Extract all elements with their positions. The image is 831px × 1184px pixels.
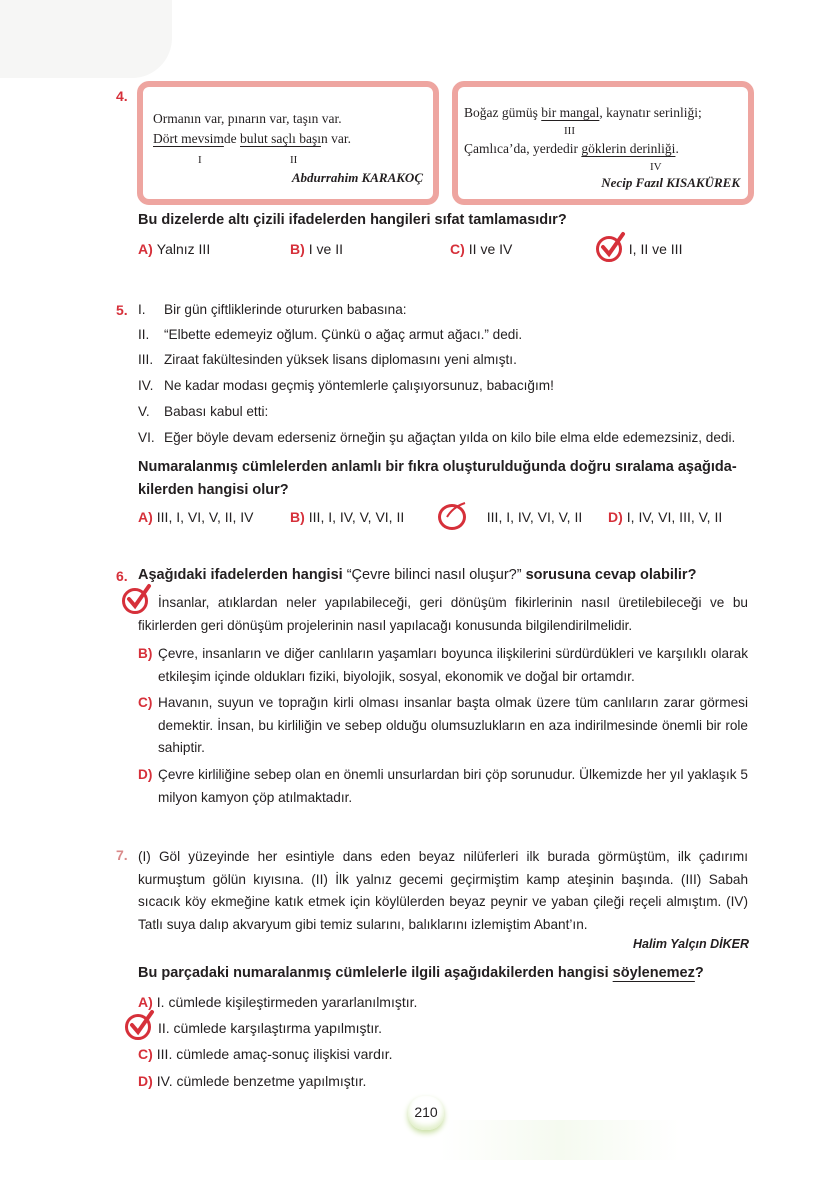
option-letter: C) bbox=[138, 695, 153, 710]
passage-author: Halim Yalçın DİKER bbox=[632, 937, 749, 951]
stem-line: kilerden hangisi olur? bbox=[138, 482, 289, 498]
sentence-text: Ne kadar modası geçmiş yöntemlerle çalışıyorsunuz, babacığım! bbox=[164, 378, 554, 393]
question-stem bbox=[138, 962, 704, 985]
stem-text: Aşağıdaki ifadelerden hangisi bbox=[138, 567, 347, 583]
answer-check-icon bbox=[596, 236, 622, 262]
poem-line bbox=[464, 141, 679, 157]
option-text: III. cümlede amaç-sonuç ilişkisi vardır. bbox=[156, 1046, 393, 1062]
stem-text: sorusuna cevap olabilir? bbox=[521, 567, 697, 583]
option-c[interactable] bbox=[468, 509, 582, 525]
page-number: 210 bbox=[408, 1096, 444, 1130]
passage: (I) Göl yüzeyinde her esintiyle dans eden beyaz nilüferleri ilk burada görmüştüm, ilk çadırımı kurmuştum gölün kıyısına. (II) İlk yalnız gecemi geçirmiştim kamp ateşinin başında. (III) Sabah sıcacık köy ekmeğine katık etmek için köylülerden beyaz peynir ve yaban çileği reçeli almıştım. (IV) Tatlı suya dalıp akvaryum gibi temiz sularını, balıklarını izlemiştim Abant’ın. bbox=[138, 849, 748, 932]
roman-numeral: I. bbox=[138, 302, 146, 317]
option-a[interactable] bbox=[138, 509, 254, 525]
question-stem: Bu dizelerde altı çizili ifadelerden hangileri sıfat tamlamasıdır? bbox=[138, 212, 567, 228]
option-b[interactable] bbox=[158, 1020, 382, 1036]
poem-line bbox=[464, 105, 702, 121]
option-text: III, I, IV, VI, V, II bbox=[486, 509, 583, 525]
sentence-text: Bir gün çiftliklerinde otururken babasına: bbox=[164, 302, 407, 317]
option-letter: C) bbox=[138, 1046, 153, 1062]
sentence-text: Babası kabul etti: bbox=[164, 404, 269, 419]
sentence-item bbox=[138, 352, 517, 367]
text: . bbox=[675, 141, 679, 156]
poem-box-2 bbox=[452, 81, 754, 205]
roman-numeral: V. bbox=[138, 404, 150, 419]
option-text: I, IV, VI, III, V, II bbox=[626, 509, 723, 525]
text: n var. bbox=[321, 131, 351, 146]
answer-check-icon bbox=[122, 588, 148, 614]
option-text: IV. cümlede benzetme yapılmıştır. bbox=[156, 1073, 367, 1089]
option-text: III, I, IV, V, VI, II bbox=[308, 509, 405, 525]
question-number: 5. bbox=[116, 302, 128, 318]
roman-numeral: II. bbox=[138, 327, 150, 342]
stem-text: Bu parçadaki numaralanmış cümlelerle ilgili aşağıdakilerden hangisi bbox=[138, 965, 613, 981]
option-b[interactable] bbox=[138, 643, 748, 688]
poem-line bbox=[153, 131, 351, 147]
sentence-item bbox=[138, 378, 554, 393]
text: , kaynatır serinliği; bbox=[599, 105, 702, 120]
option-text: Yalnız III bbox=[156, 241, 211, 257]
mark-IV: IV bbox=[650, 161, 662, 173]
option-b[interactable] bbox=[290, 509, 404, 525]
option-a[interactable] bbox=[138, 592, 748, 637]
sentence-text: Eğer böyle devam ederseniz örneğin şu ağaçtan yılda on kilo bile elma elde edemezsiniz, dedi. bbox=[164, 430, 736, 445]
poem-box-1 bbox=[137, 81, 439, 205]
option-d[interactable] bbox=[138, 1073, 366, 1089]
option-c[interactable] bbox=[138, 1046, 393, 1062]
text: Boğaz gümüş bbox=[464, 105, 542, 120]
option-b[interactable] bbox=[290, 241, 343, 257]
answer-check-icon bbox=[438, 504, 466, 530]
option-c[interactable] bbox=[450, 241, 512, 257]
option-text: II. cümlede karşılaştırma yapılmıştır. bbox=[158, 1020, 383, 1036]
mark-III: III bbox=[564, 125, 575, 137]
roman-numeral: III. bbox=[138, 352, 154, 367]
option-text: Çevre, insanların ve diğer canlıların yaşamları boyunca ilişkilerini sürdürdükleri ve karşılıklı olarak etkileşim içinde oldukları fiziki, biyolojik, sosyal, ekonomik ve doğal bir ortamdır. bbox=[158, 646, 748, 684]
footer-decoration bbox=[440, 1120, 680, 1160]
poem-author: Necip Fazıl KISAKÜREK bbox=[601, 175, 740, 190]
sentence-text: “Elbette edemeyiz oğlum. Çünkü o ağaç armut ağacı.” dedi. bbox=[164, 327, 523, 342]
option-text: Havanın, suyun ve toprağın kirli olması insanlar başta olmak üzere tüm canlıların zarar görmesi demektir. İnsan, bu kirliliğin ve sebep olduğu olumsuzlukların en aza indirilmesinde önemli bir role sahiptir. bbox=[158, 695, 748, 755]
option-d[interactable] bbox=[138, 764, 748, 809]
option-a[interactable] bbox=[138, 994, 417, 1010]
stem-quote: “Çevre bilinci nasıl oluşur?” bbox=[346, 567, 522, 583]
option-a[interactable] bbox=[138, 241, 210, 257]
sentence-item bbox=[138, 430, 735, 445]
question-stem bbox=[138, 456, 753, 502]
stem-text: ? bbox=[694, 965, 704, 981]
option-letter: D) bbox=[138, 767, 153, 782]
option-text: I. cümlede kişileştirmeden yararlanılmıştır. bbox=[156, 994, 418, 1010]
sentence-item bbox=[138, 302, 407, 317]
poem-line: Ormanın var, pınarın var, taşın var. bbox=[153, 111, 342, 126]
option-text: Çevre kirliliğine sebep olan en önemli unsurlardan biri çöp sorunudur. Ülkemizde her yıl yaklaşık 5 milyon kamyon çöp atılmaktadır. bbox=[158, 767, 748, 805]
underlined-phrase-I: Dört mevsim bbox=[153, 131, 224, 146]
option-c[interactable] bbox=[138, 692, 748, 760]
option-letter: A) bbox=[138, 241, 153, 257]
option-letter: C) bbox=[450, 241, 465, 257]
answer-check-icon bbox=[125, 1014, 151, 1040]
question-number: 4. bbox=[116, 88, 128, 104]
option-letter: D) bbox=[608, 509, 623, 525]
option-text: I ve II bbox=[308, 241, 344, 257]
option-letter: B) bbox=[290, 241, 305, 257]
roman-numeral: VI. bbox=[138, 430, 155, 445]
stem-line: Numaralanmış cümlelerden anlamlı bir fıkra oluşturulduğunda doğru sıralama aşağıda- bbox=[138, 459, 737, 475]
stem-underlined: söylenemez bbox=[612, 965, 695, 981]
corner-shade bbox=[0, 0, 172, 78]
question-stem bbox=[138, 564, 696, 587]
option-text: II ve IV bbox=[468, 241, 513, 257]
sentence-text: Ziraat fakültesinden yüksek lisans diplomasını yeni almıştı. bbox=[164, 352, 517, 367]
poem-author: Abdurrahim KARAKOÇ bbox=[291, 170, 423, 185]
sentence-item bbox=[138, 404, 268, 419]
option-letter: A) bbox=[138, 509, 153, 525]
underlined-phrase-II: bulut saçlı başı bbox=[240, 131, 321, 146]
text: Çamlıca’da, yerdedir bbox=[464, 141, 582, 156]
roman-numeral: IV. bbox=[138, 378, 154, 393]
mark-I: I bbox=[198, 154, 202, 166]
mark-II: II bbox=[290, 154, 298, 166]
option-text: İnsanlar, atıklardan neler yapılabileceği, geri dönüşüm fikirlerinin nasıl üretilebileceği ve bu fikirlerden geri dönüşüm projelerinin nasıl yapılacağı konusunda bilgilendirilmelidir. bbox=[138, 595, 748, 633]
question-number: 7. bbox=[116, 847, 128, 863]
underlined-phrase-IV: göklerin derinliği bbox=[581, 141, 676, 156]
option-text: III, I, VI, V, II, IV bbox=[156, 509, 254, 525]
option-text: I, II ve III bbox=[628, 241, 683, 257]
question-number: 6. bbox=[116, 568, 128, 584]
sentence-item bbox=[138, 327, 522, 342]
option-letter: A) bbox=[138, 994, 153, 1010]
underlined-phrase-III: bir mangal bbox=[541, 105, 600, 120]
option-d[interactable] bbox=[608, 509, 722, 525]
text: de bbox=[223, 131, 240, 146]
option-letter: B) bbox=[290, 509, 305, 525]
option-letter: D) bbox=[138, 1073, 153, 1089]
option-letter: B) bbox=[138, 646, 153, 661]
